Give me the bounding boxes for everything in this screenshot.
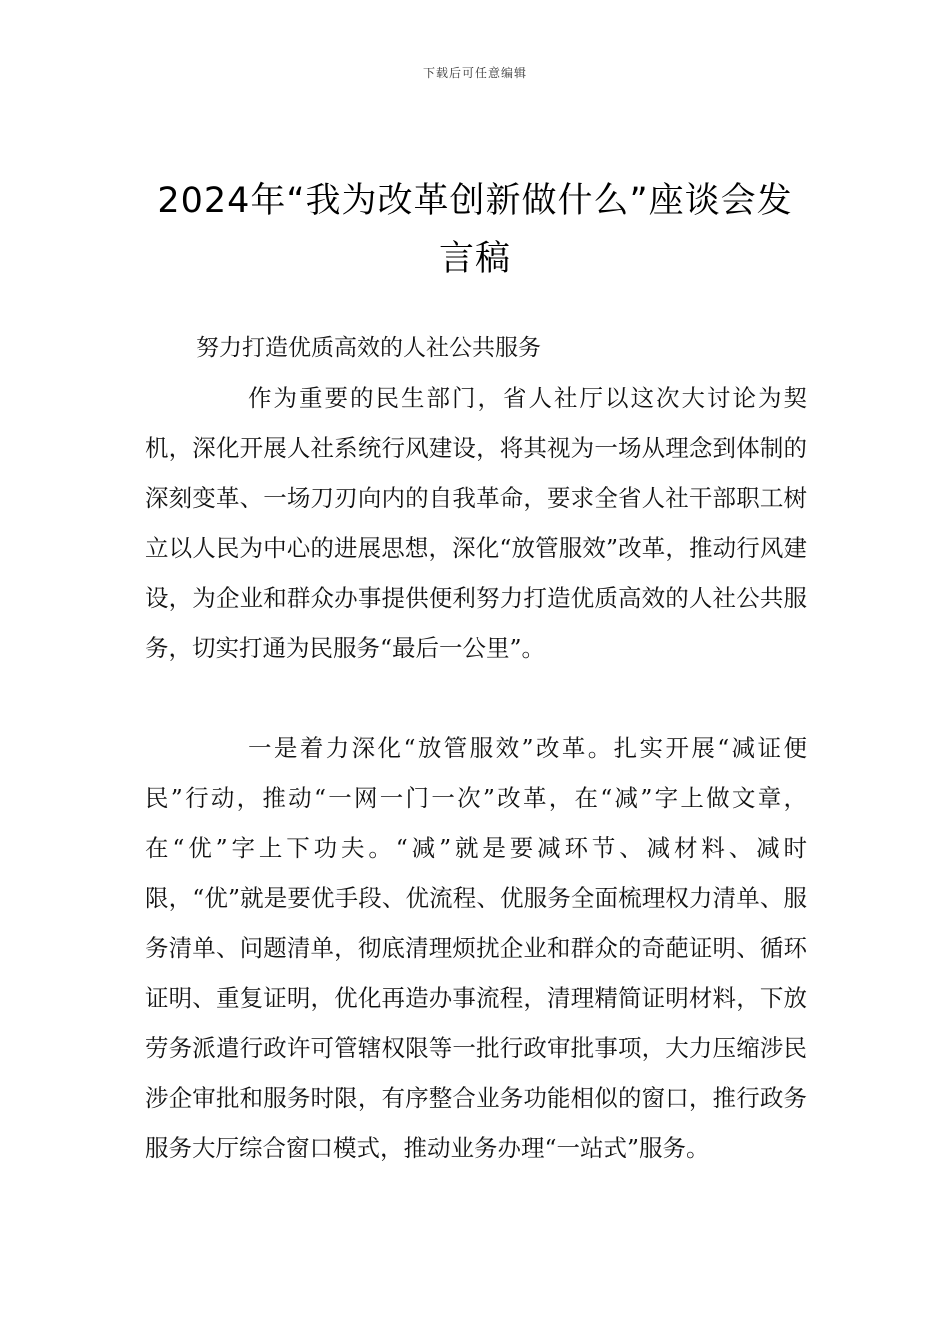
paragraph-1: 作为重要的民生部门，省人社厅以这次大讨论为契机，深化开展人社系统行风建设，将其视为一场从理念到体制的深刻变革、一场刀刃向内的自我革命，要求全省人社干部职工树立以人民为中心的进展思想，深化“放管服效”改革，推动行风建设，为企业和群众办事提供便利努力打造优质高效的人社公共服务，切实打通为民服务“最后一公里”。 [145,384,807,662]
paragraph-2: 一是着力深化“放管服效”改革。扎实开展“减证便民”行动，推动“一网一门一次”改革，在“减”字上做文章，在“优”字上下功夫。“减”就是要减环节、减材料、减时限，“优”就是要优手段、优流程、优服务全面梳理权力清单、服务清单、问题清单，彻底清理烦扰企业和群众的奇葩证明、循环证明、重复证明，优化再造办事流程，清理精简证明材料，下放劳务派遣行政许可管辖权限等一批行政审批事项，大力压缩涉民涉企审批和服务时限，有序整合业务功能相似的窗口，推行政务服务大厅综合窗口模式，推动业务办理“一站式”服务。 [145,734,807,1162]
header-note: 下载后可任意编辑 [422,66,527,80]
document-title: 2024年“我为改革创新做什么”座谈会发言稿 [157,181,793,279]
document-subtitle: 努力打造优质高效的人社公共服务 [196,335,541,361]
